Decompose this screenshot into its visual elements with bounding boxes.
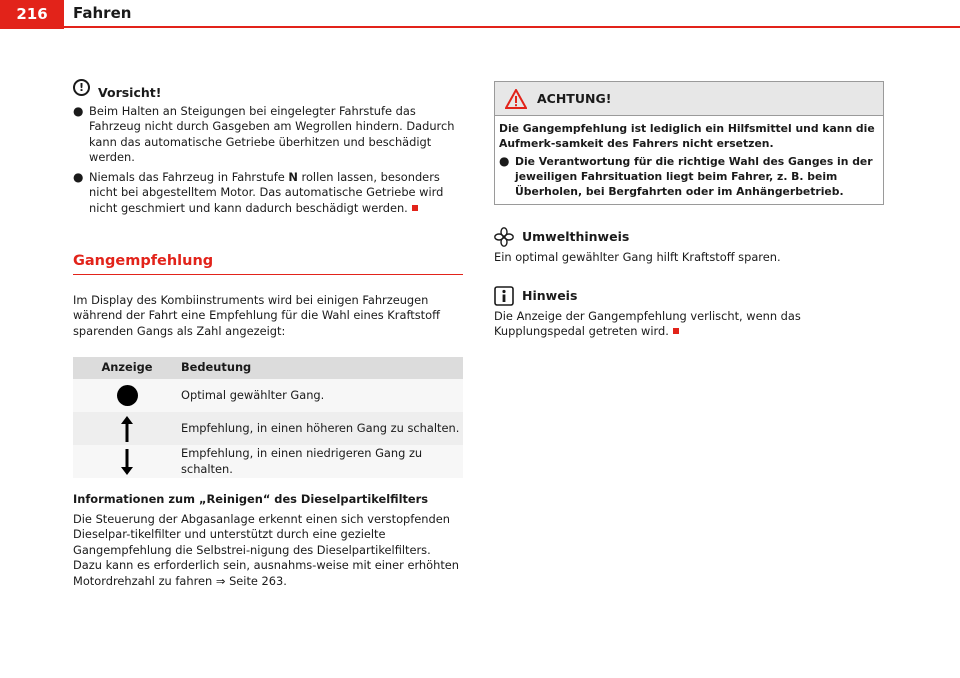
hint-heading [494,286,884,306]
right-column [494,81,884,340]
header-divider [64,26,960,28]
environment-title: Umwelthinweis [522,229,630,245]
caution-heading [73,81,463,101]
table-row [73,379,463,412]
page-reference-link[interactable]: Seite 263. [229,573,287,588]
caution-bullet [73,104,463,166]
page-title: Fahren [73,4,132,22]
table-row [73,445,463,478]
caution-text-2-rest: rollen lassen, besonders nicht bei abgestelltem Motor. Das automatische Getriebe wird nicht geschmiert und kann dadurch beschädigt werden. [89,169,444,215]
table-header-display: Anzeige [73,357,181,379]
warning-text: Die Gangempfehlung ist lediglich ein Hilfsmittel und kann die Aufmerk-samkeit des Fahrers nicht ersetzen. [499,122,875,150]
table-cell-symbol [73,412,181,445]
hint-title: Hinweis [522,287,578,303]
dpf-title: Informationen zum „Reinigen“ des Dieselpartikelfilters [73,492,429,506]
bullet-icon: ● [499,154,510,168]
environment-text: Ein optimal gewählter Gang hilft Kraftstoff sparen. [494,250,781,264]
table-header-row [73,357,463,379]
info-icon [494,286,514,306]
dpf-text-body: Die Steuerung der Abgasanlage erkennt einen sich verstopfenden Dieselpar-tikelfilter und unterstützt durch eine gezielte Gangempfehlung die Selbstrei-nigung des Dieselpartikelfilters. Dazu kann es erforderlich sein, ausnahms-weise mit einer erhöhten Motordrehzahl zu fahren [73,511,460,588]
flower-icon [494,227,514,247]
page-number: 216 [0,0,64,29]
caution-text-1: Beim Halten an Steigungen bei eingelegter Fahrstufe das Fahrzeug nicht durch Gasgeben am Wegrollen hindern. Dadurch kann das automatische Getriebe überhitzen und beschädigt werden. [89,103,455,164]
bullet-icon: ● [73,103,84,118]
arrow-up-icon [121,416,133,442]
gear-table [73,357,463,478]
caution-title: Vorsicht! [98,85,162,100]
warning-bullet [499,154,879,199]
end-marker-icon [673,328,679,334]
table-cell-meaning: Empfehlung, in einen niedrigeren Gang zu schalten. [181,445,463,478]
hint-text [494,309,884,340]
table-cell-meaning: Empfehlung, in einen höheren Gang zu schalten. [181,412,463,445]
warning-body [495,116,883,204]
caution-bullet [73,170,463,217]
section-intro: Im Display des Kombiinstruments wird bei einigen Fahrzeugen während der Fahrt eine Empfehlung für die Wahl eines Kraftstoff sparenden Gangs als Zahl angezeigt: [73,292,440,338]
caution-text-2-prefix: Niemals das Fahrzeug in Fahrstufe [89,169,289,184]
arrow-down-icon [121,449,133,475]
reference-arrow-icon: ⇒ [215,573,226,588]
table-header-meaning: Bedeutung [181,357,463,379]
warning-box [494,81,884,205]
end-marker-icon [412,205,418,211]
page-header [0,0,960,30]
table-cell-meaning: Optimal gewählter Gang. [181,379,463,412]
hint-text-body: Die Anzeige der Gangempfehlung verlischt, wenn das Kupplungspedal getreten wird. [494,308,801,338]
table-cell-symbol [73,445,181,478]
section-title: Gangempfehlung [73,254,463,275]
dpf-text [73,512,463,590]
warning-heading [495,82,883,116]
exclamation-circle-icon: ! [73,79,90,96]
gear-n-label: N [288,169,298,184]
left-column [73,81,463,589]
caution-text-2 [89,170,463,217]
table-row [73,412,463,445]
environment-note [494,227,884,266]
warning-bullet-text: Die Verantwortung für die richtige Wahl des Ganges in der jeweiligen Fahrsituation liegt beim Fahrer, z. B. beim Überholen, bei Bergfahrten oder im Anhängerbetrieb. [515,155,873,198]
environment-heading [494,227,884,247]
circle-icon [117,385,138,406]
hint-note [494,286,884,340]
bullet-icon: ● [73,169,84,184]
table-cell-symbol [73,379,181,412]
warning-triangle-icon [505,89,527,109]
warning-title: ACHTUNG! [537,90,612,106]
